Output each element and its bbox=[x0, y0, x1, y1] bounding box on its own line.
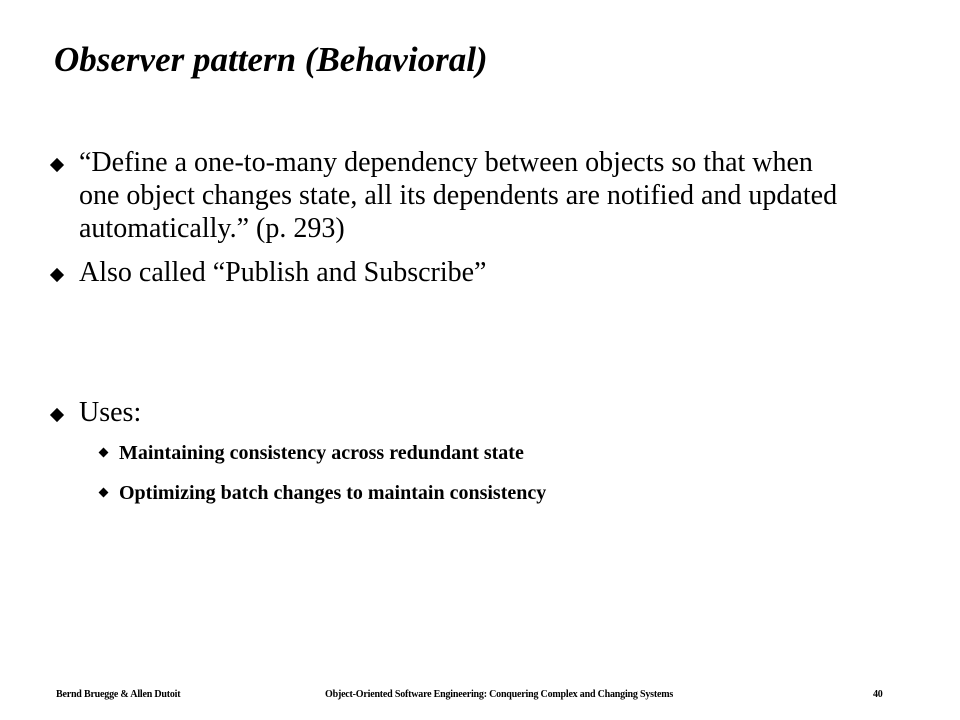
diamond-bullet-icon bbox=[50, 408, 64, 422]
bullet-definition bbox=[48, 146, 848, 245]
footer-page-number: 40 bbox=[873, 689, 883, 700]
diamond-bullet-icon bbox=[99, 488, 109, 498]
bullet-uses-text: Uses: bbox=[79, 397, 142, 428]
bullet-also-called-text: Also called “Publish and Subscribe” bbox=[79, 257, 487, 288]
diamond-bullet-icon bbox=[50, 158, 64, 172]
bullet-uses bbox=[48, 396, 848, 429]
sub-bullet-consistency bbox=[98, 440, 898, 466]
diamond-bullet-icon bbox=[50, 268, 64, 282]
footer-authors: Bernd Bruegge & Allen Dutoit bbox=[56, 689, 181, 700]
diamond-bullet-icon bbox=[99, 448, 109, 458]
sub-bullet-batch-changes-text: Optimizing batch changes to maintain consistency bbox=[119, 482, 547, 504]
footer-book-title: Object-Oriented Software Engineering: Conquering Complex and Changing Systems bbox=[325, 689, 674, 700]
bullet-definition-text: “Define a one-to-many dependency between objects so that when one object changes state, all its dependents are notified and updated automatically.” (p. 293) bbox=[79, 147, 838, 244]
slide-title: Observer pattern (Behavioral) bbox=[54, 40, 488, 79]
sub-bullet-consistency-text: Maintaining consistency across redundant state bbox=[119, 442, 524, 464]
bullet-also-called bbox=[48, 256, 848, 289]
sub-bullet-batch-changes bbox=[98, 480, 898, 506]
